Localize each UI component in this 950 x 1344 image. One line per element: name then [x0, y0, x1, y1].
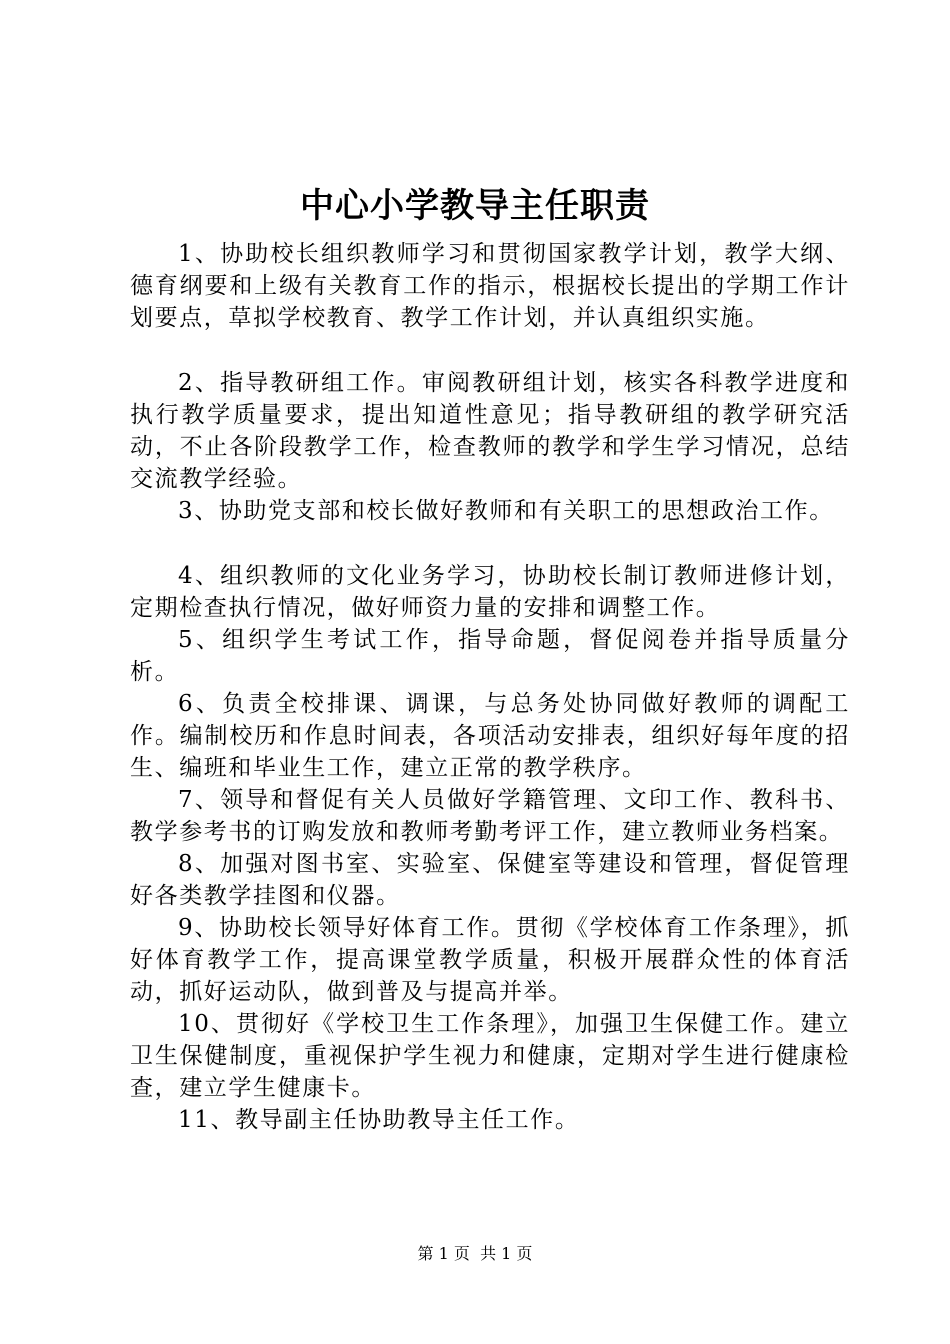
paragraph-10: 10、贯彻好《学校卫生工作条理》，加强卫生保健工作。建立卫生保健制度，重视保护学生视力和健康，定期对学生进行健康检查，建立学生健康卡。: [130, 1011, 850, 1101]
paragraph-6: 6、负责全校排课、调课，与总务处协同做好教师的调配工作。编制校历和作息时间表，各项活动安排表，组织好每年度的招生、编班和毕业生工作，建立正常的教学秩序。: [130, 691, 850, 781]
document-body: [130, 238, 850, 1136]
paragraph-7: 7、领导和督促有关人员做好学籍管理、文印工作、教科书、教学参考书的订购发放和教师考勤考评工作，建立教师业务档案。: [130, 787, 850, 845]
document-title: 中心小学教导主任职责: [300, 186, 650, 226]
paragraph-1: 1、协助校长组织教师学习和贯彻国家教学计划，教学大纲、德育纲要和上级有关教育工作的指示，根据校长提出的学期工作计划要点，草拟学校教育、教学工作计划，并认真组织实施。: [130, 241, 850, 331]
paragraph-4: 4、组织教师的文化业务学习，协助校长制订教师进修计划，定期检查执行情况，做好师资力量的安排和调整工作。: [130, 563, 850, 621]
paragraph-8: 8、加强对图书室、实验室、保健室等建设和管理，督促管理好各类教学挂图和仪器。: [130, 851, 850, 909]
paragraph-5: 5、组织学生考试工作，指导命题，督促阅卷并指导质量分析。: [130, 627, 850, 685]
paragraph-11: 11、教导副主任协助教导主任工作。: [178, 1107, 580, 1133]
page-footer: 第 1 页 共 1 页: [417, 1244, 533, 1263]
paragraph-3: 3、协助党支部和校长做好教师和有关职工的思想政治工作。: [178, 498, 834, 524]
paragraph-2: 2、指导教研组工作。审阅教研组计划，核实各科教学进度和执行教学质量要求，提出知道性意见；指导教研组的教学研究活动，不止各阶段教学工作，检查教师的教学和学生学习情况，总结交流教学经验。: [130, 370, 850, 492]
paragraph-9: 9、协助校长领导好体育工作。贯彻《学校体育工作条理》，抓好体育教学工作，提高课堂教学质量，积极开展群众性的体育活动，抓好运动队，做到普及与提高并举。: [130, 915, 850, 1005]
